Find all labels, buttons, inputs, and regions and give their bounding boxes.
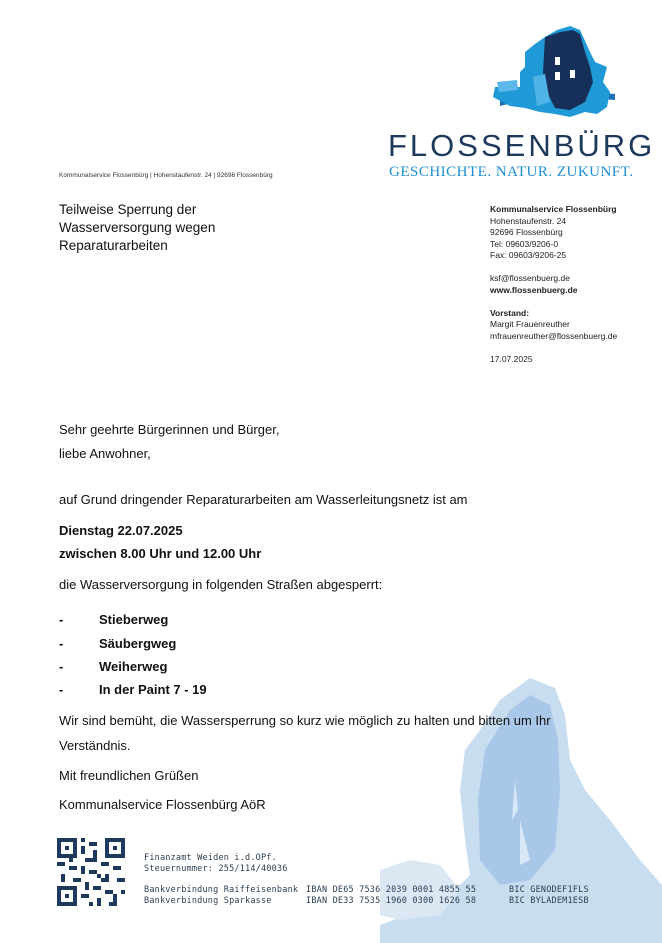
closure-time: zwischen 8.00 Uhr und 12.00 Uhr [59, 546, 262, 561]
bic: BIC GENODEF1FLS [509, 885, 589, 895]
street-name: Säubergweg [99, 636, 177, 651]
signature: Kommunalservice Flossenbürg AöR [59, 797, 266, 812]
salutation: liebe Anwohner, [59, 446, 151, 461]
greeting: Mit freundlichen Grüßen [59, 768, 199, 783]
letter-date: 17.07.2025 [490, 353, 533, 364]
bullet-dash: - [59, 612, 64, 627]
iban: IBAN DE65 7536 2039 0001 4855 55 [306, 885, 477, 895]
sender-tel: Tel: 09603/9206-0 [490, 238, 559, 249]
logo-tagline: GESCHICHTE. NATUR. ZUKUNFT. [389, 164, 634, 180]
bic: BIC BYLADEM1ESB [509, 896, 589, 906]
spacer [490, 342, 617, 354]
tax-office: Finanzamt Weiden i.d.OPf. [144, 853, 277, 863]
closure-date: Dienstag 22.07.2025 [59, 523, 183, 538]
bank-name: Bankverbindung Raiffeisenbank [144, 885, 299, 895]
board-email[interactable]: mfrauenreuther@flossenbuerg.de [490, 330, 618, 341]
tax-number: Steuernummer: 255/114/40036 [144, 864, 288, 874]
return-address: Kommunalservice Flossenbürg | Hohenstaufenstr. 24 | 92696 Flossenbürg [59, 172, 273, 179]
sender-web[interactable]: www.flossenbuerg.de [490, 284, 578, 295]
iban: IBAN DE33 7535 1960 0300 1626 58 [306, 896, 477, 906]
street-name: Weiherweg [99, 659, 168, 674]
qr-code-icon[interactable] [57, 838, 125, 906]
sender-city: 92696 Flossenbürg [490, 227, 563, 237]
bullet-dash: - [59, 636, 64, 651]
bank-name: Bankverbindung Sparkasse [144, 896, 272, 906]
subject-line: Reparaturarbeiten [59, 238, 168, 253]
bullet-dash: - [59, 659, 64, 674]
subject-line: Teilweise Sperrung der [59, 202, 197, 217]
board-label: Vorstand: [490, 307, 530, 318]
bullet-dash: - [59, 682, 64, 697]
closing-text: Verständnis. [59, 738, 131, 753]
sender-email[interactable]: ksf@flossenbuerg.de [490, 273, 570, 283]
spacer [490, 296, 617, 308]
intro-text: auf Grund dringender Reparaturarbeiten am Wasserleitungsnetz ist am [59, 492, 468, 507]
street-name: Stieberweg [99, 612, 169, 627]
sender-street: Hohenstaufenstr. 24 [490, 215, 567, 226]
subject [59, 201, 215, 255]
sender-fax: Fax: 09603/9206-25 [490, 250, 567, 260]
sender-name: Kommunalservice Flossenbürg [490, 204, 617, 214]
streets-intro: die Wasserversorgung in folgenden Straßen abgesperrt: [59, 577, 383, 592]
sender-block [490, 204, 617, 365]
spacer [490, 262, 617, 274]
board-name: Margit Frauenreuther [490, 319, 570, 329]
subject-line: Wasserversorgung wegen [59, 220, 216, 235]
closing-text: Wir sind bemüht, die Wassersperrung so kurz wie möglich zu halten und bitten um Ihr [59, 713, 551, 728]
logo-name: FLOSSENBÜRG [388, 128, 656, 163]
salutation: Sehr geehrte Bürgerinnen und Bürger, [59, 422, 280, 437]
street-name: In der Paint 7 - 19 [99, 682, 207, 697]
